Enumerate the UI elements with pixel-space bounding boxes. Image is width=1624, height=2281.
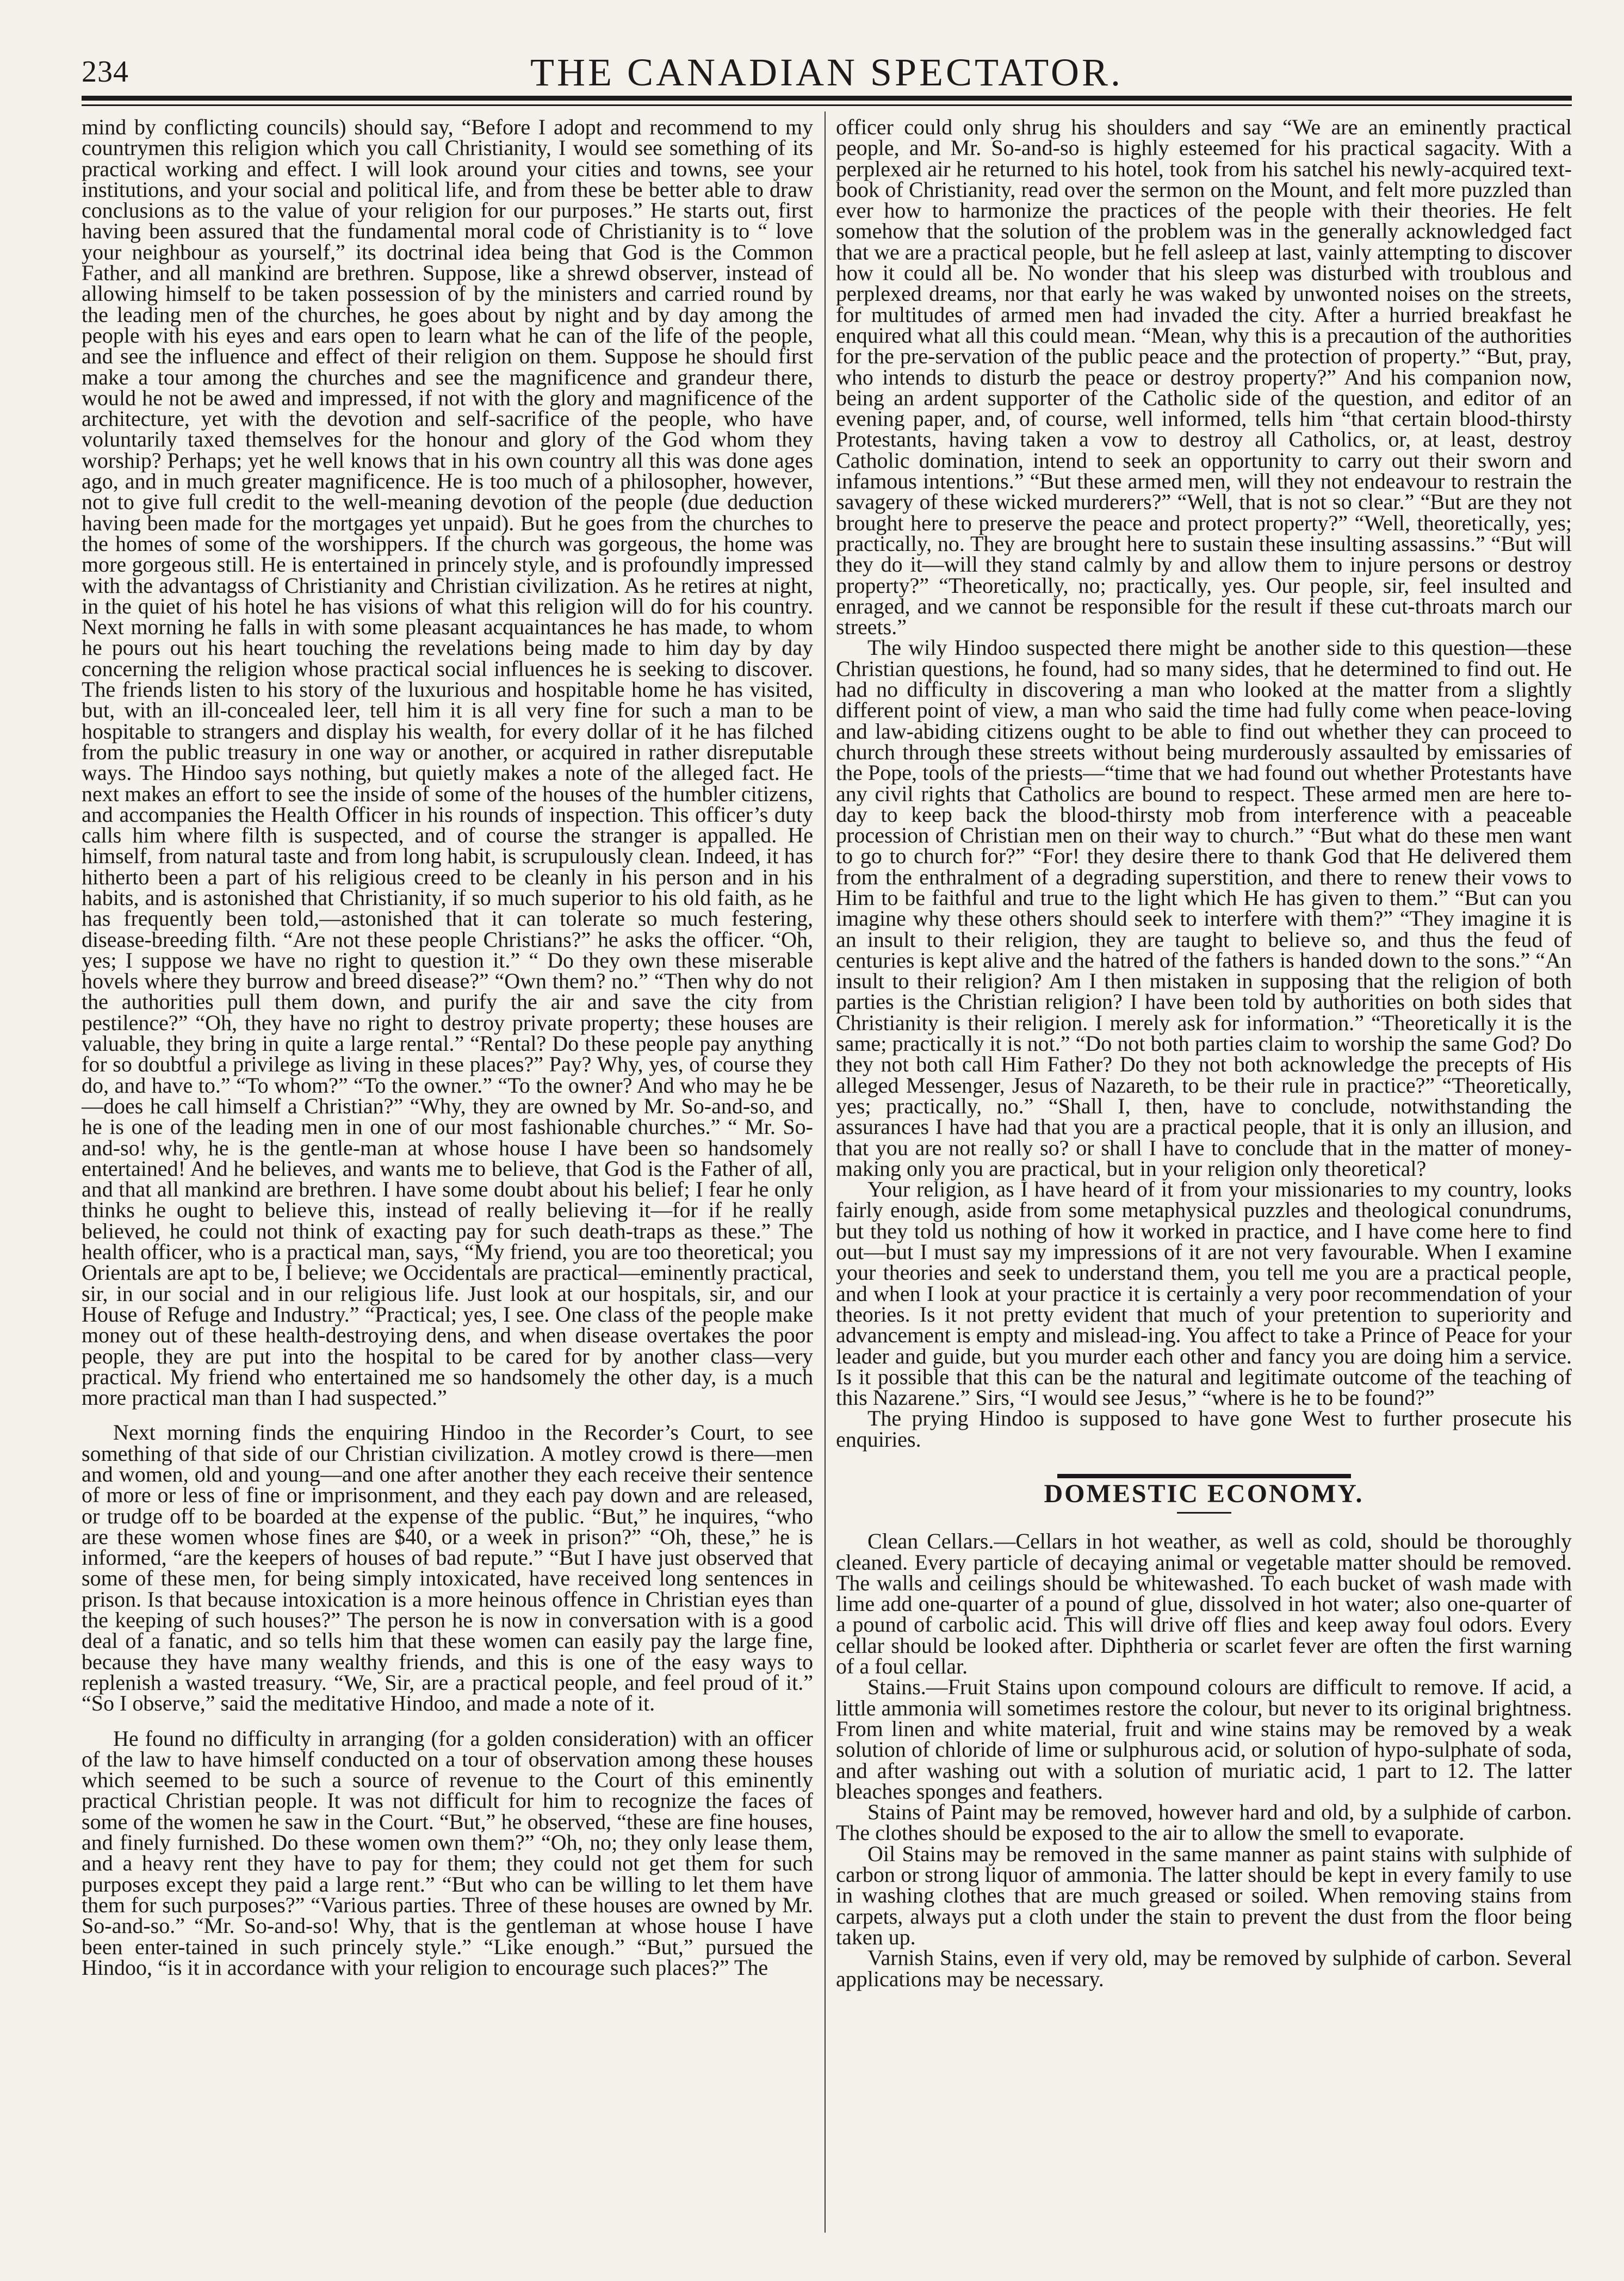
- article-paragraph: Next morning finds the enquiring Hindoo in the Recorder’s Court, to see something of that side of our Christian civilization. A motley crowd is there—men and women, old and young—and one after another they each receive their sentence of more or less of fine or imprisonment, and they each pay down and are released, or trudge off to be boarded at the expense of the public. “But,” he inquires, “who are these women whose fines are $40, or a week in prison?” “Oh, these,” he is informed, “are the keepers of houses of bad repute.” “But I have just observed that some of these men, for being simply intoxicated, have received long sentences in prison. Is that because intoxication is a more heinous offence in Christian eyes than the keeping of such houses?” The person he is now in conversation with is a good deal of a fanatic, and so tells him that these women can easily pay the large fine, because they have many wealthy friends, and this is one of the easy ways to replenish a wasted treasury. “We, Sir, are a practical people, and feel proud of it.” “So I observe,” said the meditative Hindoo, and made a note of it.: [82, 1420, 813, 1716]
- domestic-paragraph-cellars: Clean Cellars.—Cellars in hot weather, as well as cold, should be thoroughly cleaned. Every particle of decaying animal or vegetable matter should be removed. The walls and ceilings should be whitewashed. To each bucket of wash made with lime add one-quarter of a pound of glue, dissolved in hot water; also one-quarter of a pound of carbolic acid. This will drive off flies and keep away foul odors. Every cellar should be looked after. Diphtheria or scarlet fever are often the first warning of a foul cellar.: [836, 1529, 1572, 1679]
- page-header: [82, 44, 1572, 103]
- left-column: [82, 117, 813, 1978]
- masthead-title: THE CANADIAN SPECTATOR.: [530, 51, 1123, 94]
- header-rule-thin: [82, 104, 1572, 106]
- section-heading: [836, 1474, 1572, 1514]
- article-paragraph: He found no difficulty in arranging (for a golden consideration) with an officer of the law to have himself conducted on a tour of observation among these houses which seemed to be such a source of revenue to the Court of this eminently practical Christian people. It was not difficult for him to recognize the faces of some of the women he saw in the Court. “But,” he observed, “these are fine houses, and finely furnished. Do these women own them?” “Oh, no; they only lease them, and a heavy rent they have to pay for them; they could not get them for such purposes except they paid a large rent.” “But who can be willing to let them have them for such purposes?” “Various parties. Three of these houses are owned by Mr. So-and-so.” “Mr. So-and-so! Why, that is the gentleman at whose house I have been enter-tained in such princely style.” “Like enough.” “But,” pursued the Hindoo, “is it in accordance with your religion to encourage such places?” The: [82, 1726, 813, 1980]
- article-paragraph: Your religion, as I have heard of it from your missionaries to my country, looks fairly enough, aside from some metaphysical puzzles and theological conundrums, but they told us nothing of how it worked in practice, and I have come here to find out—but I must say my impressions of it are not very favourable. When I examine your theories and seek to understand them, you tell me you are a practical people, and when I look at your practice it is certainly a very poor recommendation of your theories. Is it not pretty evident that much of your pretention to superiority and advancement is empty and mislead-ing. You affect to take a Prince of Peace for your leader and guide, but you murder each other and fancy you are doing him a service. Is it possible that this can be the natural and legitimate outcome of the teaching of this Nazarene.” Sirs, “I would see Jesus,” “where is he to be found?”: [836, 1177, 1572, 1410]
- domestic-paragraph-varnish: Varnish Stains, even if very old, may be removed by sulphide of carbon. Several applications may be necessary.: [836, 1945, 1572, 1991]
- domestic-paragraph-oil: Oil Stains may be removed in the same manner as paint stains with sulphide of carbon or strong liquor of ammonia. The latter should be kept in every family to use in washing clothes that are much greased or soiled. When removing stains from carpets, always put a cloth under the stain to prevent the dust from the floor being taken up.: [836, 1841, 1572, 1949]
- domestic-paragraph-paint: Stains of Paint may be removed, however hard and old, by a sulphide of carbon. The clothes should be exposed to the air to allow the smell to evaporate.: [836, 1800, 1572, 1845]
- section-rule-top: [1057, 1474, 1351, 1478]
- article-paragraph: The prying Hindoo is supposed to have gone West to further prosecute his enquiries.: [836, 1406, 1572, 1452]
- article-paragraph: mind by conflicting councils) should say, “Before I adopt and recommend to my countrymen this religion which you call Christianity, I would see something of its practical working and effect. I will look around your cities and towns, see your institutions, and your social and political life, and from these be better able to draw conclusions as to the value of your religion for our purposes.” He starts out, first having been assured that the fundamental moral code of Christianity is to “ love your neighbour as yourself,” its doctrinal idea being that God is the Common Father, and all mankind are brethren. Suppose, like a shrewd observer, instead of allowing himself to be taken possession of by the ministers and carried round by the leading men of the churches, he goes about by night and by day among the people with his eyes and ears open to learn what he can of the life of the people, and see the influence and effect of their religion on them. Suppose he should first make a tour among the churches and see the magnificence and grandeur there, would he not be awed and impressed, if not with the glory and magnificence of the architecture, yet with the devotion and self-sacrifice of the people, who have voluntarily taxed themselves for the honour and glory of the God whom they worship? Perhaps; yet he well knows that in his own country all this was done ages ago, and in much greater magnificence. He is too much of a philosopher, however, not to give full credit to the well-meaning devotion of the people (due deduction having been made for the mortgages yet unpaid). But he goes from the churches to the homes of some of the worshippers. If the church was gorgeous, the home was more gorgeous still. He is entertained in princely style, and is profoundly impressed with the advantagss of Christianity and Christian civilization. As he retires at night, in the quiet of his hotel he has visions of what this religion will do for his country. Next morning he falls in with some pleasant acquaintances he has made, to whom he pours out his heart touching the revelations being made to him day by day concerning the religion whose practical social influences he is seeking to discover. The friends listen to his story of the luxurious and hospitable home he has visited, but, with an ill-concealed leer, tell him it is all very fine for such a man to be hospitable to strangers and display his wealth, for every dollar of it he has filched from the public treasury in one way or another, or acquired in rather disreputable ways. The Hindoo says nothing, but quietly makes a note of the alleged fact. He next makes an effort to see the inside of some of the houses of the humbler citizens, and accompanies the Health Officer in his rounds of inspection. This officer’s duty calls him where filth is suspected, and of course the stranger is appalled. He himself, from natural taste and from long habit, is scrupulously clean. Indeed, it has hitherto been a part of his religious creed to be cleanly in his person and in his habits, and is astonished that Christianity, if so much superior to his old faith, as he has frequently been told,—astonished that it can tolerate so much festering, disease-breeding filth. “Are not these people Christians?” he asks the officer. “Oh, yes; I suppose we have no right to question it.” “ Do they own these miserable hovels where they burrow and breed disease?” “Own them? no.” “Then why do not the authorities pull them down, and purify the air and save the city from pestilence?” “Oh, they have no right to destroy private property; these houses are valuable, they bring in quite a large rental.” “Rental? Do these people pay anything for so doubtful a privilege as living in these places?” Pay? Why, yes, of course they do, and have to.” “To whom?” “To the owner.” “To the owner? And who may he be—does he call himself a Christian?” “Why, they are owned by Mr. So-and-so, and he is one of the leading men in one of our most fashionable churches.” “ Mr. So-and-so! why, he is the gentle-man at whose house I have been so handsomely entertained! And he believes, and wants me to believe, that God is the Father of all, and that all mankind are brethren. I have some doubt about his belief; I fear he only thinks he ought to believe this, instead of really believing it—for if he really believed, he could not think of exacting pay for such death-traps as these.” The health officer, who is a practical man, says, “My friend, you are too theoretical; you Orientals are apt to be, I believe; we Occidentals are practical—eminently practical, sir, in our social and in our religious life. Just look at our hospitals, sir, and our House of Refuge and Industry.” “Practical; yes, I see. One class of the people make money out of these health-destroying dens, and when disease overtakes the poor people, they are put into the hospital to be cared for by another class—very practical. My friend who entertained me so handsomely the other day, is a much more practical man than I had suspected.”: [82, 115, 813, 1410]
- article-paragraph: officer could only shrug his shoulders and say “We are an eminently practical people, and Mr. So-and-so is highly esteemed for his practical sagacity. With a perplexed air he returned to his hotel, took from his satchel his newly-acquired text-book of Christianity, read over the sermon on the Mount, and felt more puzzled than ever how to harmonize the practices of the people with their theories. He felt somehow that the solution of the problem was in the generally acknowledged fact that we are a practical people, but he fell asleep at last, vainly attempting to discover how it could all be. No wonder that his sleep was disturbed with troublous and perplexed dreams, nor that early he was waked by unwonted noises on the streets, for multitudes of armed men had invaded the city. After a hurried breakfast he enquired what all this could mean. “Mean, why this is a precaution of the authorities for the pre-servation of the public peace and the protection of property.” “But, pray, who intends to disturb the peace or destroy property?” And his companion now, being an ardent supporter of the Catholic side of the question, and editor of an evening paper, and, of course, well informed, tells him “that certain blood-thirsty Protestants, having taken a vow to destroy all Catholics, or, at least, destroy Catholic domination, intend to seek an opportunity to carry out their sworn and infamous intentions.” “But these armed men, will they not endeavour to restrain the savagery of these wicked murderers?” “Well, that is not so clear.” “But are they not brought here to preserve the peace and protect property?” “Well, theoretically, yes; practically, no. They are brought here to sustain these insulting assassins.” “But will they do it—will they stand calmly by and allow them to injure persons or destroy property?” “Theoretically, no; practically, yes. Our people, sir, feel insulted and enraged, and we cannot be responsible for the result if these cut-throats march our streets.”: [836, 115, 1572, 640]
- article-paragraph: The wily Hindoo suspected there might be another side to this question—these Christian questions, he found, had so many sides, that he determined to find out. He had no difficulty in discovering a man who looked at the matter from a slightly different point of view, a man who said the time had fully come when peace-loving and law-abiding citizens ought to be able to find out whether they can proceed to church through these streets without being murderously assaulted by emissaries of the Pope, tools of the priests—“time that we had found out whether Protestants have any civil rights that Catholics are bound to respect. These armed men are here to-day to keep back the blood-thirsty mob from interference with a peaceable procession of Christian men on their way to church.” “But what do these men want to go to church for?” “For! they desire there to thank God that He delivered them from the enthralment of a degrading superstition, and there to renew their vows to Him to be faithful and true to the light which He has given to them.” “But can you imagine why these others should seek to interfere with them?” “They imagine it is an insult to their religion, they are taught to believe so, and thus the feud of centuries is kept alive and the hatred of the fathers is handed down to the sons.” “An insult to their religion? Am I then mistaken in supposing that the religion of both parties is the Christian religion? I have been told by authorities on both sides that Christianity is their religion. I merely ask for information.” “Theoretically it is the same; practically it is not.” “Do not both parties claim to worship the same God? Do they not both call Him Father? Do they not both acknowledge the precepts of His alleged Messenger, Jesus of Nazareth, to be their rule in practice?” “Theoretically, yes; practically, no.” “Shall I, then, have to conclude, notwithstanding the assurances I have had that you are a practical people, that it is only an illusion, and that you are not really so? or shall I have to conclude that in the matter of money-making only you are practical, but in your religion only theoretical?: [836, 635, 1572, 1181]
- right-column: [836, 117, 1572, 1989]
- section-title: DOMESTIC ECONOMY.: [1044, 1479, 1364, 1508]
- page-number: 234: [82, 55, 129, 89]
- domestic-paragraph-stains: Stains.—Fruit Stains upon compound colours are difficult to remove. If acid, a little ammonia will sometimes restore the colour, but never to its original brightness. From linen and white material, fruit and wine stains may be removed by a weak solution of chloride of lime or sulphurous acid, or solution of hypo-sulphate of soda, and after washing out with a solution of muriatic acid, 1 part to 12. The latter bleaches sponges and feathers.: [836, 1675, 1572, 1803]
- column-divider: [825, 111, 826, 2233]
- section-rule-bottom: [1177, 1512, 1231, 1514]
- header-rule-thick: [82, 96, 1572, 101]
